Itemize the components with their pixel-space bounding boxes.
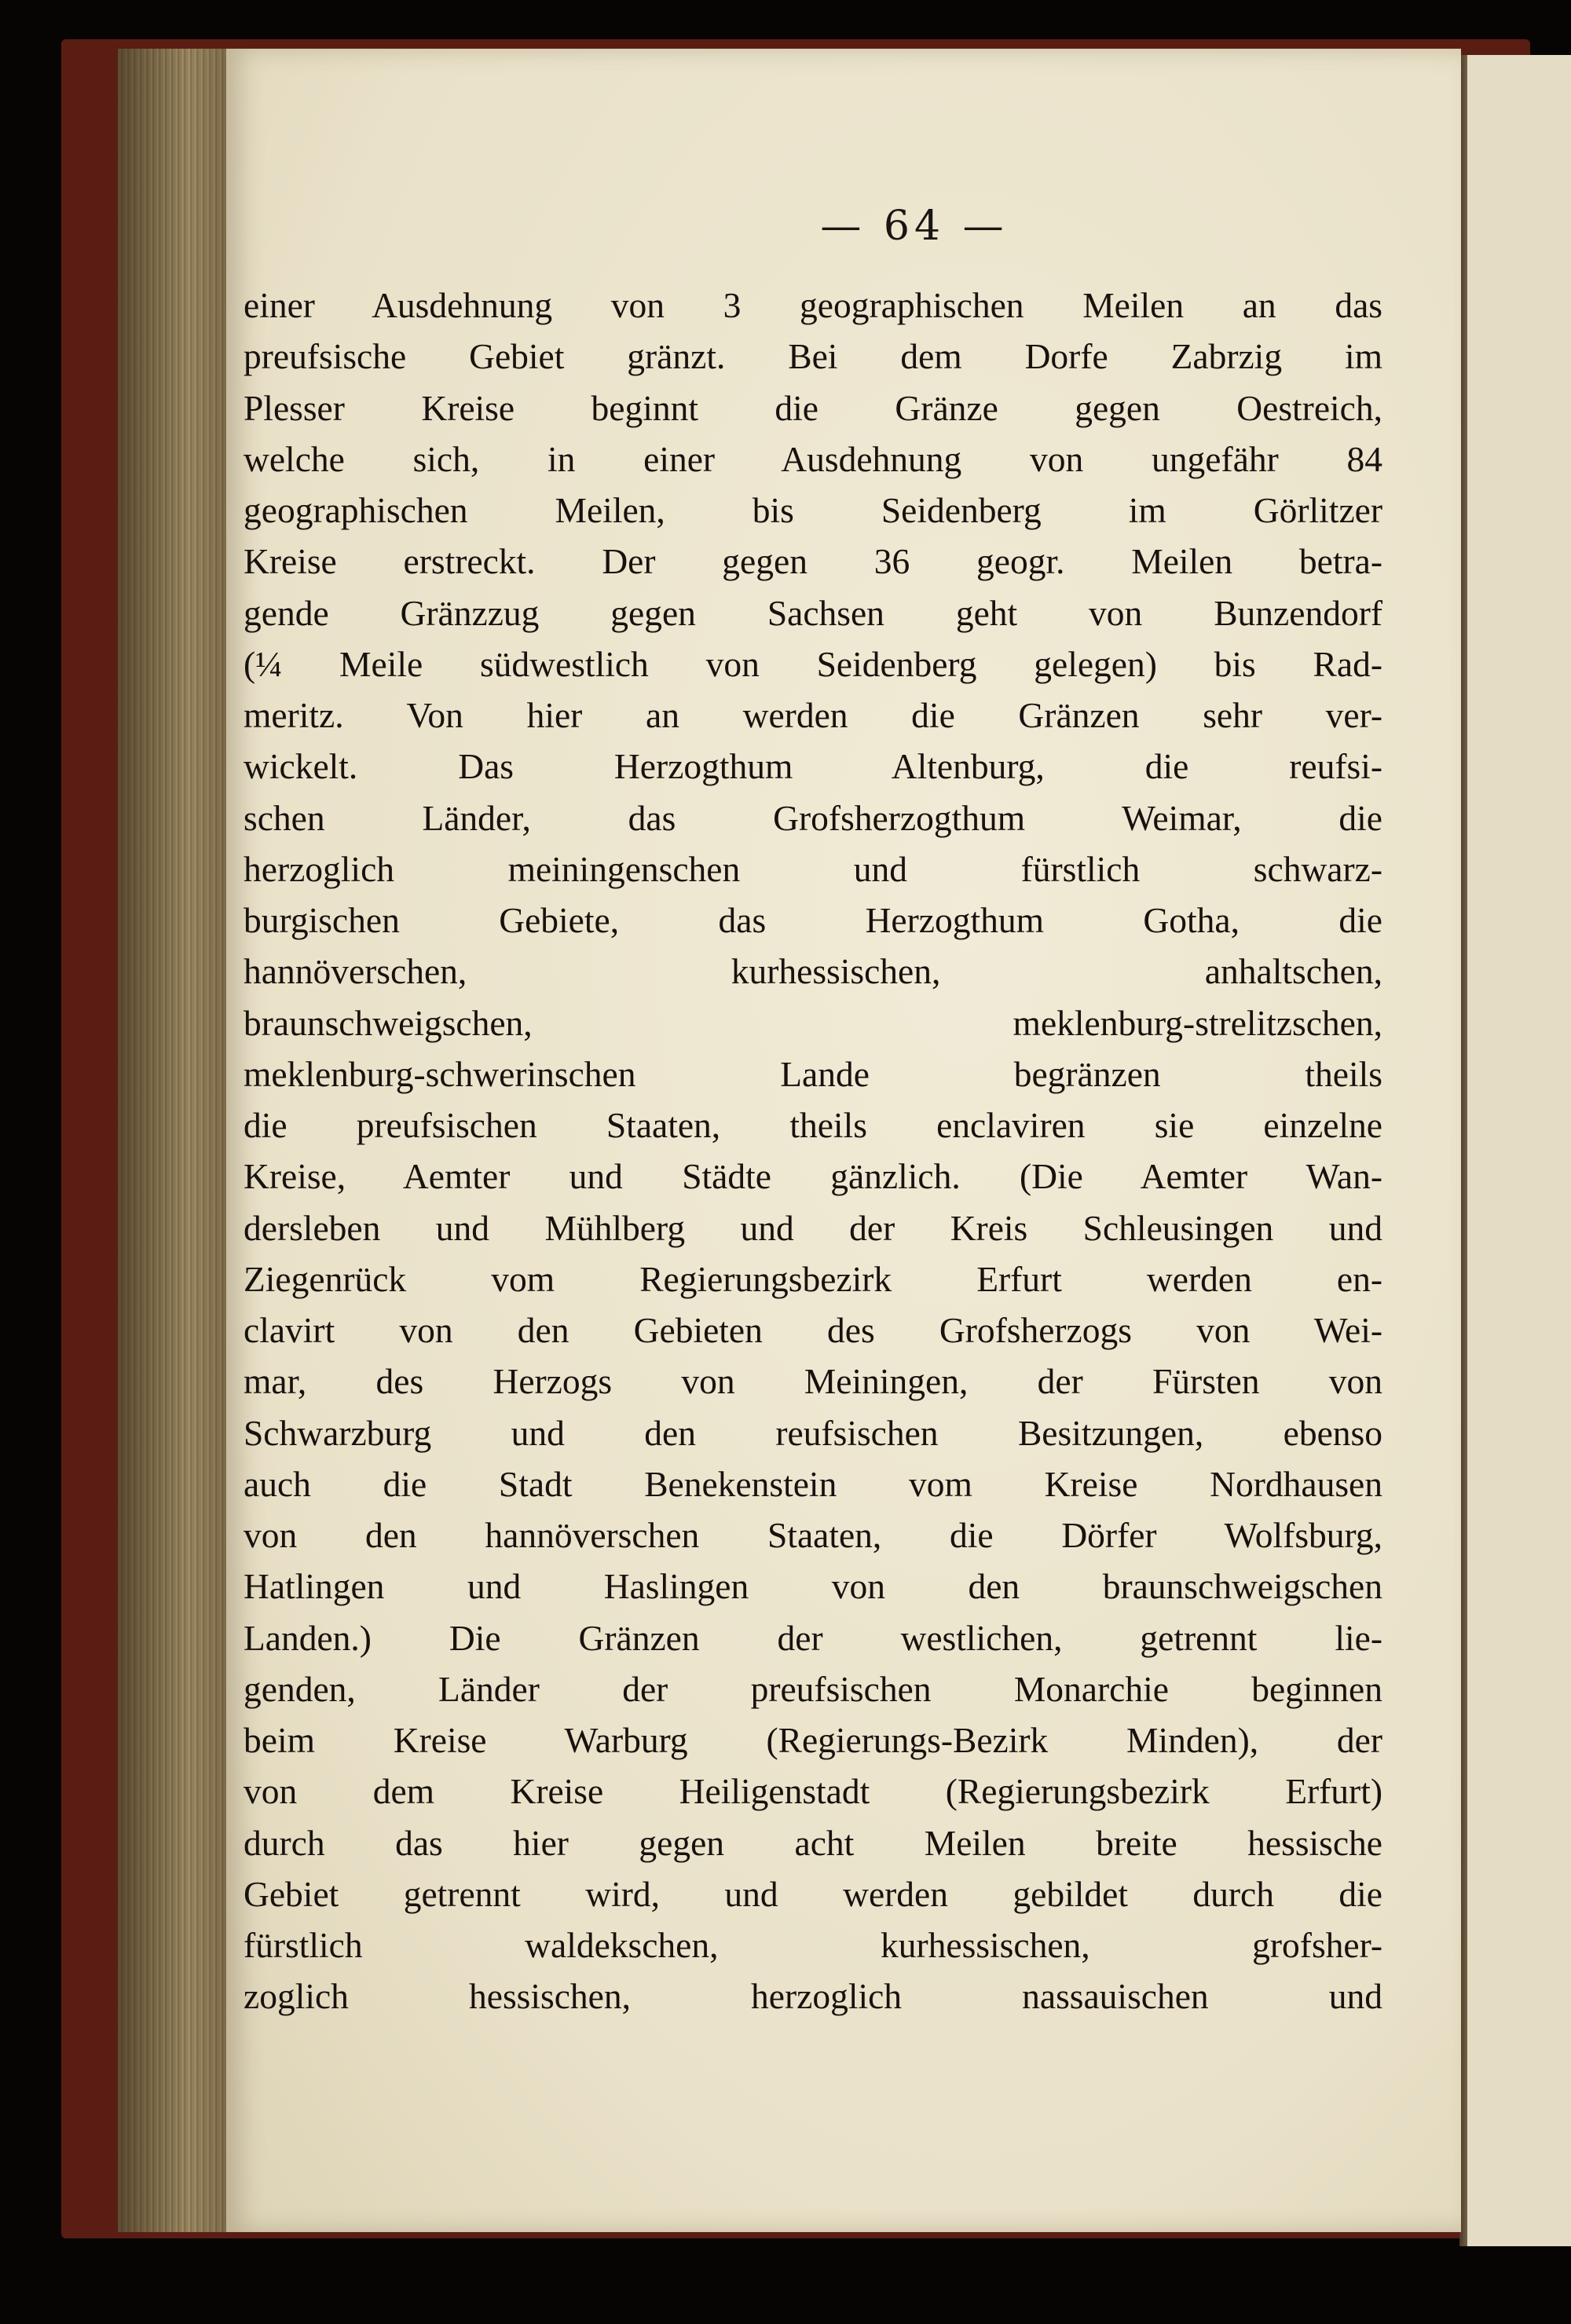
text-line: Ziegenrück vom Regierungsbezirk Erfurt werden en- bbox=[244, 1258, 1382, 1299]
text-line: schen Länder, das Grofsherzogthum Weimar, die bbox=[244, 797, 1382, 838]
text-line: dersleben und Mühlberg und der Kreis Schleusingen und bbox=[244, 1207, 1382, 1248]
text-line: die preufsischen Staaten, theils enclaviren sie einzelne bbox=[244, 1105, 1382, 1145]
text-line: hannöverschen, kurhessischen, anhaltschen, bbox=[244, 951, 1382, 992]
text-line: Kreise, Aemter und Städte gänzlich. (Die Aemter Wan- bbox=[244, 1156, 1382, 1197]
text-line: Gebiet getrennt wird, und werden gebildet durch die bbox=[244, 1873, 1382, 1914]
body-text bbox=[244, 280, 1382, 2022]
text-line: Landen.) Die Gränzen der westlichen, getrennt lie- bbox=[244, 1617, 1382, 1658]
text-line: zoglich hessischen, herzoglich nassauischen und bbox=[244, 1976, 1382, 2017]
text-line: durch das hier gegen acht Meilen breite hessische bbox=[244, 1822, 1382, 1863]
text-line: einer Ausdehnung von 3 geographischen Meilen an das bbox=[244, 285, 1382, 325]
text-line: meklenburg-schwerinschen Lande begränzen theils bbox=[244, 1053, 1382, 1094]
text-line: Kreise erstreckt. Der gegen 36 geogr. Meilen betra- bbox=[244, 541, 1382, 582]
text-line: fürstlich waldekschen, kurhessischen, grofsher- bbox=[244, 1925, 1382, 1965]
text-line: mar, des Herzogs von Meiningen, der Fürsten von bbox=[244, 1361, 1382, 1402]
text-line: Schwarzburg und den reufsischen Besitzungen, ebenso bbox=[244, 1412, 1382, 1453]
text-line: genden, Länder der preufsischen Monarchie beginnen bbox=[244, 1668, 1382, 1709]
text-line: von dem Kreise Heiligenstadt (Regierungsbezirk Erfurt) bbox=[244, 1771, 1382, 1812]
text-line: preufsische Gebiet gränzt. Bei dem Dorfe Zabrzig im bbox=[244, 336, 1382, 377]
text-line: geographischen Meilen, bis Seidenberg im Görlitzer bbox=[244, 490, 1382, 530]
text-line: auch die Stadt Benekenstein vom Kreise Nordhausen bbox=[244, 1463, 1382, 1504]
text-line: wickelt. Das Herzogthum Altenburg, die reufsi- bbox=[244, 746, 1382, 787]
text-line: herzoglich meiningenschen und fürstlich schwarz- bbox=[244, 848, 1382, 889]
text-line: clavirt von den Gebieten des Grofsherzogs von Wei- bbox=[244, 1310, 1382, 1350]
adjacent-page bbox=[1467, 55, 1571, 2246]
text-line: Plesser Kreise beginnt die Gränze gegen Oestreich, bbox=[244, 387, 1382, 428]
text-line: von den hannöverschen Staaten, die Dörfer Wolfsburg, bbox=[244, 1515, 1382, 1555]
text-line: beim Kreise Warburg (Regierungs-Bezirk Minden), der bbox=[244, 1720, 1382, 1760]
text-line: (¼ Meile südwestlich von Seidenberg gelegen) bis Rad- bbox=[244, 643, 1382, 684]
text-line: welche sich, in einer Ausdehnung von ungefähr 84 bbox=[244, 438, 1382, 479]
text-line: braunschweigschen, meklenburg-strelitzschen, bbox=[244, 1002, 1382, 1043]
text-line: gende Gränzzug gegen Sachsen geht von Bunzendorf bbox=[244, 592, 1382, 633]
text-line: meritz. Von hier an werden die Gränzen sehr ver- bbox=[244, 695, 1382, 735]
text-line: burgischen Gebiete, das Herzogthum Gotha, die bbox=[244, 900, 1382, 940]
page-number: — 64 — bbox=[820, 203, 1009, 250]
text-line: Hatlingen und Haslingen von den braunschweigschen bbox=[244, 1566, 1382, 1607]
page-edges-shadow bbox=[118, 49, 236, 2232]
